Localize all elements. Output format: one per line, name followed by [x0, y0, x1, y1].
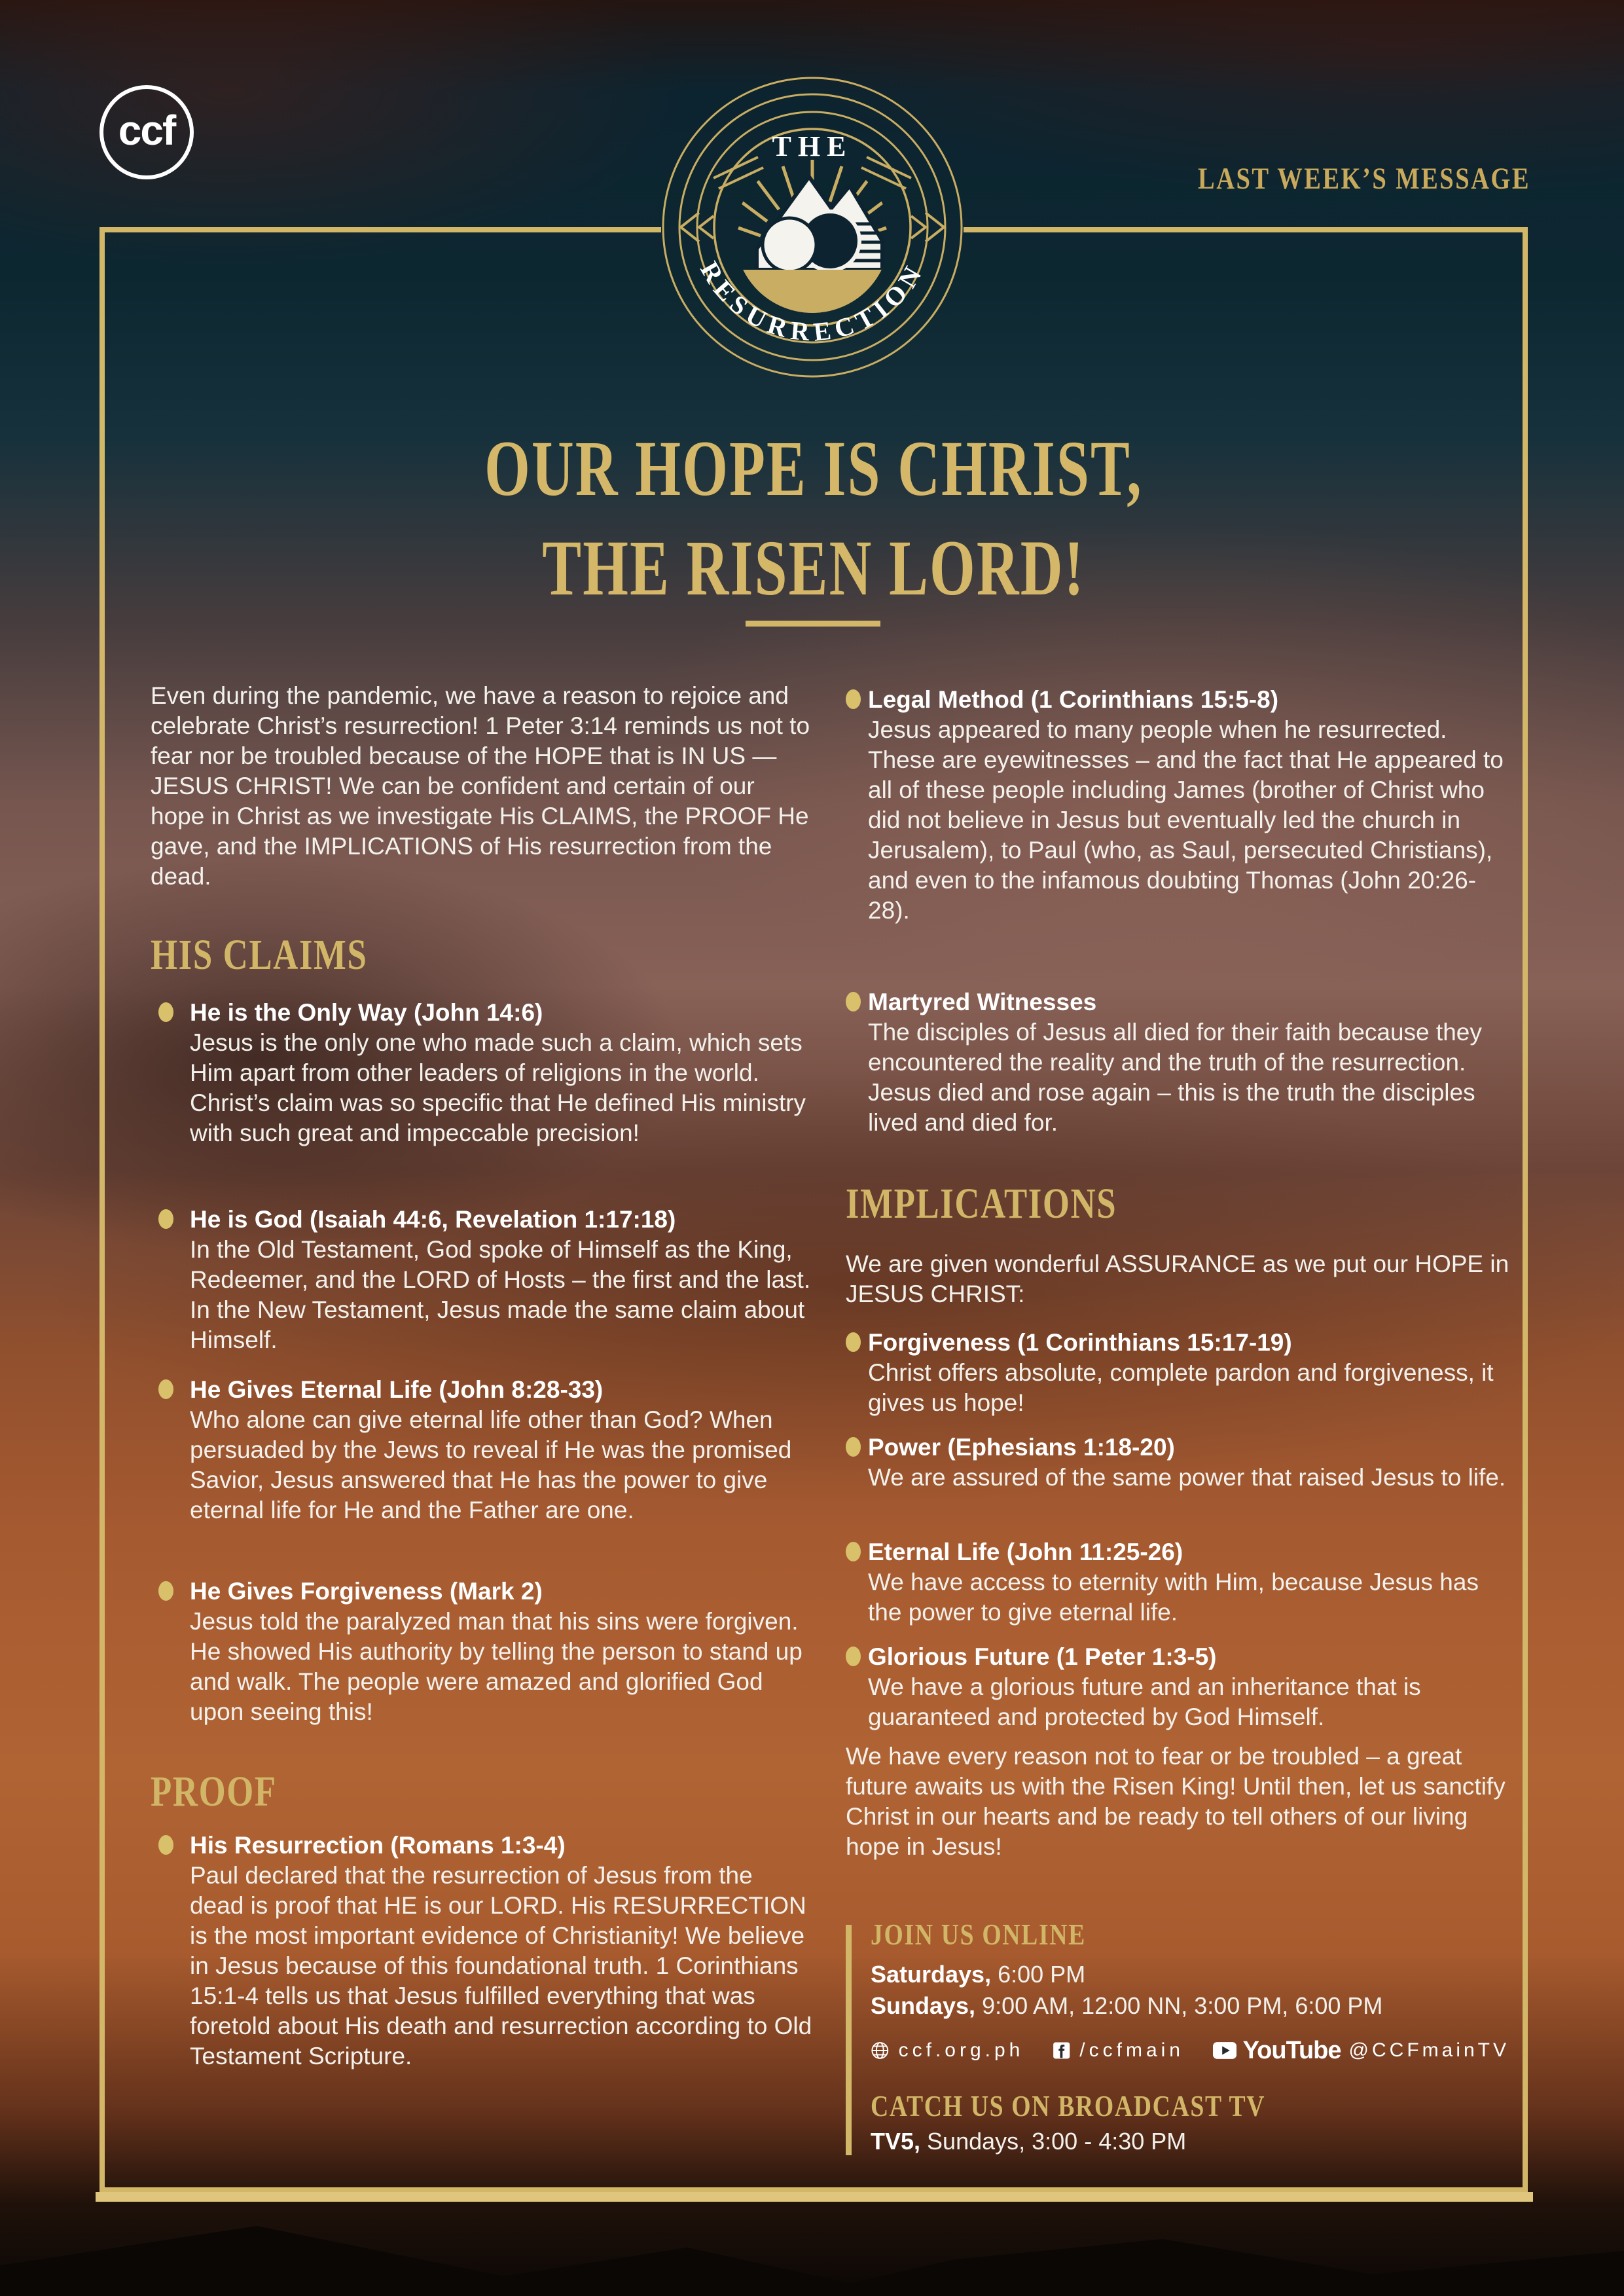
list-item-body: Paul declared that the resurrection of Jesus from the dead is proof that HE is our LORD. His RESURRECTION is the most important evidence of Christianity! We believe in Jesus because of this foundational truth. 1 Corinthians 15:1-4 tells us that Jesus fulfilled everything that was foretold about His death and resurrection according to Old Testament Scripture.: [190, 1862, 812, 2069]
facebook-icon[interactable]: [1053, 2036, 1070, 2065]
website-link[interactable]: ccf.org.ph: [898, 2039, 1024, 2061]
implications-intro: We are given wonderful ASSURANCE as we put our HOPE in JESUS CHRIST:: [846, 1250, 1509, 1307]
bullet-icon: [846, 1542, 861, 1561]
list-item: [846, 1537, 1509, 1628]
frame-border-top-left: [99, 227, 661, 232]
list-item-body: Jesus appeared to many people when he resurrected. These are eyewitnesses – and the fact that He appeared to all of these people including James (brother of Christ who did not believe in Jesus but eventually led the church in Jerusalem), to Paul (who, as Saul, persecuted Christians), and even to the infamous doubting Thomas (John 20:26-28).: [868, 716, 1504, 924]
list-item: [151, 1375, 813, 1525]
section-heading-implications: IMPLICATIONS: [846, 1180, 1117, 1228]
list-item-body: In the Old Testament, God spoke of Himself as the King, Redeemer, and the LORD of Hosts – the first and the last. In the New Testament, Jesus made the same claim about Himself.: [190, 1236, 811, 1353]
list-item-title: Legal Method (1 Corinthians 15:5-8): [868, 686, 1279, 713]
mountain-silhouette: [785, 2239, 1624, 2296]
list-item: [151, 998, 813, 1148]
ccf-logo: [99, 85, 194, 179]
bullet-icon: [846, 1437, 861, 1457]
bullet-icon: [846, 689, 861, 709]
list-item: [846, 1432, 1509, 1493]
schedule-times: 6:00 PM: [991, 1961, 1086, 1988]
bullet-icon: [158, 1835, 173, 1855]
list-item-body: We are assured of the same power that raised Jesus to life.: [868, 1464, 1506, 1491]
list-item-body: We have access to eternity with Him, because Jesus has the power to give eternal life.: [868, 1569, 1479, 1626]
bullet-icon: [158, 1379, 173, 1399]
list-item-title: He is God (Isaiah 44:6, Revelation 1:17:18): [190, 1206, 676, 1233]
list-item: [846, 1642, 1509, 1732]
frame-border-right: [1523, 227, 1528, 2193]
list-item-title: Martyred Witnesses: [868, 989, 1097, 1015]
footer-block: [846, 1920, 1509, 2157]
bullet-icon: [846, 1647, 861, 1666]
list-item-body: We have a glorious future and an inheritance that is guaranteed and protected by God Himself.: [868, 1673, 1421, 1730]
page-title: [159, 419, 1468, 618]
list-item-body: Christ offers absolute, complete pardon and forgiveness, it gives us hope!: [868, 1359, 1494, 1416]
globe-icon: [871, 2035, 890, 2066]
list-item: [151, 1205, 813, 1355]
title-line-2: THE RISEN LORD!: [542, 524, 1085, 612]
frame-border-bottom: [99, 2187, 1528, 2192]
badge-word-bottom: RESURRECTION: [695, 256, 930, 347]
rolled-stone-icon: [763, 218, 816, 272]
section-heading-proof: PROOF: [151, 1768, 277, 1815]
youtube-icon[interactable]: [1213, 2037, 1236, 2064]
list-item-title: He Gives Forgiveness (Mark 2): [190, 1578, 543, 1605]
list-item-body: Who alone can give eternal life other than God? When persuaded by the Jews to reveal if He was the promised Savior, Jesus answered that He has the power to give eternal life for He and the Father are one.: [190, 1406, 792, 1523]
join-us-online-heading: JOIN US ONLINE: [871, 1918, 1086, 1951]
bullet-icon: [846, 1332, 861, 1352]
schedule-line: [871, 1990, 1509, 2022]
youtube-handle-link[interactable]: @CCFmainTV: [1348, 2039, 1509, 2061]
footer-accent-bar: [846, 1925, 852, 2155]
list-item: [151, 1576, 813, 1727]
list-item-title: He is the Only Way (John 14:6): [190, 999, 543, 1026]
resurrection-badge: [659, 73, 966, 381]
bullet-icon: [846, 992, 861, 1011]
mountain-silhouette: [0, 2226, 916, 2296]
social-links-row: [871, 2033, 1509, 2068]
list-item: [846, 685, 1509, 926]
frame-border-left: [99, 227, 105, 2193]
title-line-1: OUR HOPE IS CHRIST,: [484, 425, 1143, 513]
bullet-icon: [158, 1209, 173, 1229]
list-item: [151, 1831, 813, 2071]
ccf-logo-text: ccf: [118, 107, 175, 154]
list-item-title: Glorious Future (1 Peter 1:3-5): [868, 1643, 1217, 1670]
list-item-title: Power (Ephesians 1:18-20): [868, 1434, 1175, 1461]
schedule-day: Sundays,: [871, 1992, 976, 2019]
closing-paragraph: We have every reason not to fear or be troubled – a great future awaits us with the Risen King! Until then, let us sanctify Christ in our hearts and be ready to tell others of our living hope in Jesus!: [846, 1743, 1506, 1860]
badge-word-top: THE: [772, 130, 853, 162]
broadcast-channel: TV5,: [871, 2128, 921, 2155]
title-divider: [746, 621, 880, 627]
list-item: [846, 987, 1509, 1138]
list-item-body: Jesus is the only one who made such a claim, which sets Him apart from other leaders of religions in the world. Christ’s claim was so specific that He defined His ministry with such great and impeccable precision!: [190, 1029, 806, 1146]
frame-border-top-right: [964, 227, 1528, 232]
broadcast-times: Sundays, 3:00 - 4:30 PM: [920, 2128, 1187, 2155]
section-heading-his-claims: HIS CLAIMS: [151, 931, 368, 979]
list-item-title: He Gives Eternal Life (John 8:28-33): [190, 1376, 604, 1403]
last-weeks-message-label: LAST WEEK’S MESSAGE: [1198, 162, 1530, 196]
schedule-times: 9:00 AM, 12:00 NN, 3:00 PM, 6:00 PM: [975, 1992, 1383, 2019]
facebook-handle-link[interactable]: /ccfmain: [1079, 2039, 1184, 2061]
frame-bottom-bar: [96, 2192, 1533, 2202]
schedule-day: Saturdays,: [871, 1961, 992, 1988]
bullet-icon: [158, 1581, 173, 1601]
schedule-line: [871, 1959, 1509, 1990]
list-item-body: The disciples of Jesus all died for their faith because they encountered the reality and the truth of the resurrection. Jesus died and rose again – this is the truth the disciples lived and died for.: [868, 1019, 1482, 1136]
list-item: [846, 1328, 1509, 1418]
youtube-wordmark: YouTube: [1242, 2037, 1341, 2064]
list-item-title: Forgiveness (1 Corinthians 15:17-19): [868, 1329, 1292, 1356]
broadcast-tv-heading: CATCH US ON BROADCAST TV: [871, 2089, 1266, 2123]
broadcast-schedule-line: [871, 2126, 1509, 2157]
badge-emblem: [736, 160, 889, 313]
list-item-title: His Resurrection (Romans 1:3-4): [190, 1832, 566, 1859]
bullet-icon: [158, 1002, 173, 1022]
intro-paragraph: Even during the pandemic, we have a reason to rejoice and celebrate Christ’s resurrection! 1 Peter 3:14 reminds us not to fear nor be troubled because of the HOPE that is IN US — JESUS CHRIST! We can be confident and certain of our hope in Christ as we investigate His CLAIMS, the PROOF He gave, and the IMPLICATIONS of His resurrection from the dead.: [151, 682, 810, 890]
list-item-title: Eternal Life (John 11:25-26): [868, 1539, 1183, 1565]
list-item-body: Jesus told the paralyzed man that his sins were forgiven. He showed His authority by telling the person to stand up and walk. The people were amazed and glorified God upon seeing this!: [190, 1608, 803, 1725]
